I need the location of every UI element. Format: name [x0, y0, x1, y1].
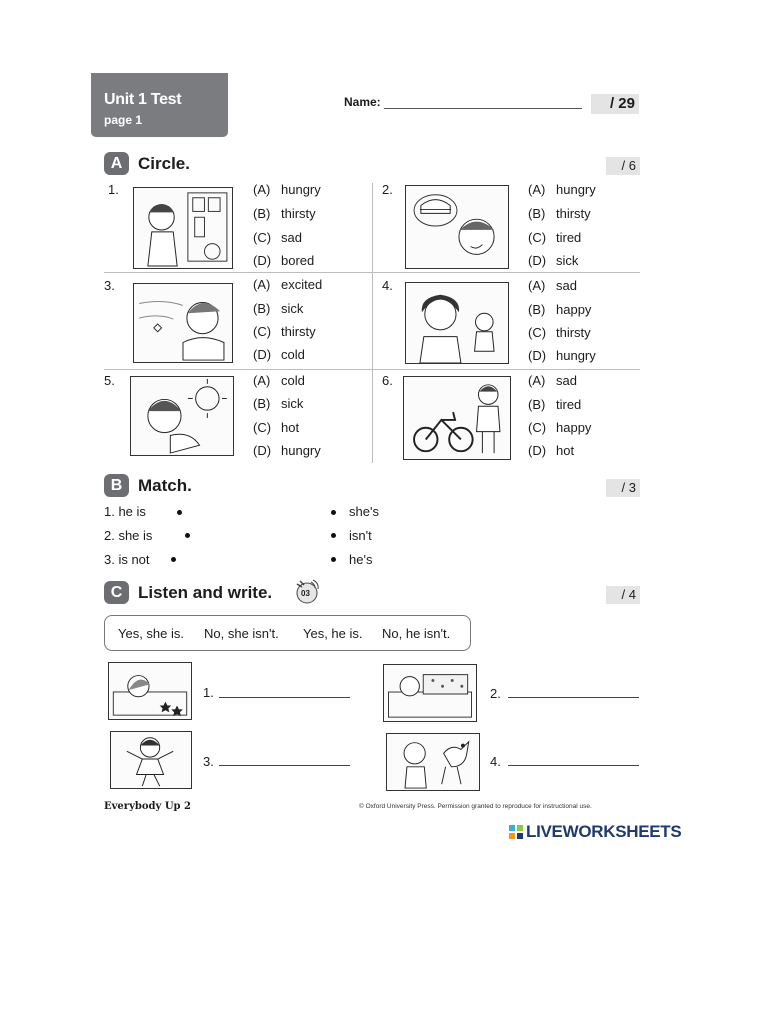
- option-a[interactable]: (A) hungry: [253, 182, 321, 197]
- question-2-picture: [405, 185, 509, 269]
- match-right-item: she's: [349, 504, 379, 519]
- answer-line-2[interactable]: [508, 697, 639, 698]
- unit-tab: [91, 73, 228, 137]
- question-number: 4.: [382, 278, 393, 293]
- book-title: Everybody Up 2: [104, 801, 191, 812]
- word-bank-item: No, she isn't.: [204, 626, 279, 641]
- question-3-picture: [133, 283, 233, 363]
- word-bank-item: No, he isn't.: [382, 626, 451, 641]
- question-number: 2.: [382, 182, 393, 197]
- audio-track-icon[interactable]: [293, 578, 321, 604]
- section-b-score: / 3: [606, 479, 640, 497]
- section-c-title: Listen and write.: [138, 583, 273, 602]
- question-number: 1.: [108, 182, 119, 197]
- option-b[interactable]: (B) sick: [253, 396, 304, 411]
- option-b[interactable]: (B) thirsty: [253, 206, 316, 221]
- name-label: Name:: [344, 95, 381, 109]
- question-5-picture: [130, 376, 234, 456]
- item-number: 3.: [203, 754, 214, 769]
- section-a-badge: A: [104, 152, 129, 175]
- match-dot-left[interactable]: [185, 533, 190, 538]
- option-b[interactable]: (B) sick: [253, 301, 304, 316]
- word-bank-item: Yes, she is.: [118, 626, 185, 641]
- item-1-picture: [108, 662, 192, 720]
- match-dot-right[interactable]: [331, 557, 336, 562]
- option-d[interactable]: (D) hot: [528, 443, 575, 458]
- item-2-picture: [383, 664, 477, 722]
- answer-line-1[interactable]: [219, 697, 350, 698]
- page-label: page 1: [104, 113, 143, 127]
- option-d[interactable]: (D) hungry: [528, 348, 596, 363]
- match-left-item: 1. he is: [104, 504, 146, 519]
- option-c[interactable]: (C) sad: [253, 230, 302, 245]
- option-c[interactable]: (C) thirsty: [528, 325, 591, 340]
- answer-line-3[interactable]: [219, 765, 350, 766]
- match-left-item: 3. is not: [104, 552, 150, 567]
- match-dot-left[interactable]: [171, 557, 176, 562]
- match-dot-left[interactable]: [177, 510, 182, 515]
- option-a[interactable]: (A) hungry: [528, 182, 596, 197]
- option-c[interactable]: (C) hot: [253, 420, 300, 435]
- question-4-picture: [405, 282, 509, 364]
- option-c[interactable]: (C) tired: [528, 230, 582, 245]
- answer-line-4[interactable]: [508, 765, 639, 766]
- option-a[interactable]: (A) excited: [253, 277, 323, 292]
- section-c-badge: C: [104, 581, 129, 604]
- option-a[interactable]: (A) sad: [528, 373, 577, 388]
- section-a-title: Circle.: [138, 154, 190, 173]
- divider: [372, 183, 373, 463]
- question-1-picture: [133, 187, 233, 269]
- item-4-picture: [386, 733, 480, 791]
- liveworksheets-brand[interactable]: LIVEWORKSHEETS: [526, 822, 682, 841]
- option-a[interactable]: (A) sad: [528, 278, 577, 293]
- copyright-notice: © Oxford University Press. Permission granted to reproduce for instructional use.: [359, 803, 592, 810]
- liveworksheets-logo-icon: [509, 825, 523, 839]
- test-title: Unit 1 Test: [104, 91, 182, 108]
- match-dot-right[interactable]: [331, 533, 336, 538]
- item-number: 1.: [203, 685, 214, 700]
- match-right-item: he's: [349, 552, 373, 567]
- option-b[interactable]: (B) happy: [528, 302, 592, 317]
- option-c[interactable]: (C) thirsty: [253, 324, 316, 339]
- question-number: 5.: [104, 373, 115, 388]
- option-d[interactable]: (D) bored: [253, 253, 315, 268]
- match-dot-right[interactable]: [331, 510, 336, 515]
- section-c-score: / 4: [606, 586, 640, 604]
- question-6-picture: [403, 376, 511, 460]
- name-field[interactable]: [384, 108, 582, 109]
- option-d[interactable]: (D) cold: [253, 347, 305, 362]
- option-d[interactable]: (D) hungry: [253, 443, 321, 458]
- audio-track-number: 03: [301, 589, 310, 598]
- question-number: 6.: [382, 373, 393, 388]
- section-b-title: Match.: [138, 476, 192, 495]
- section-b-badge: B: [104, 474, 129, 497]
- match-left-item: 2. she is: [104, 528, 153, 543]
- total-score: / 29: [591, 94, 639, 114]
- item-number: 2.: [490, 686, 501, 701]
- match-right-item: isn't: [349, 528, 372, 543]
- option-c[interactable]: (C) happy: [528, 420, 592, 435]
- option-b[interactable]: (B) tired: [528, 397, 582, 412]
- section-a-score: / 6: [606, 157, 640, 175]
- option-d[interactable]: (D) sick: [528, 253, 579, 268]
- item-number: 4.: [490, 754, 501, 769]
- item-3-picture: [110, 731, 192, 789]
- word-bank-item: Yes, he is.: [303, 626, 363, 641]
- word-bank: [104, 615, 471, 651]
- option-b[interactable]: (B) thirsty: [528, 206, 591, 221]
- option-a[interactable]: (A) cold: [253, 373, 305, 388]
- question-number: 3.: [104, 278, 115, 293]
